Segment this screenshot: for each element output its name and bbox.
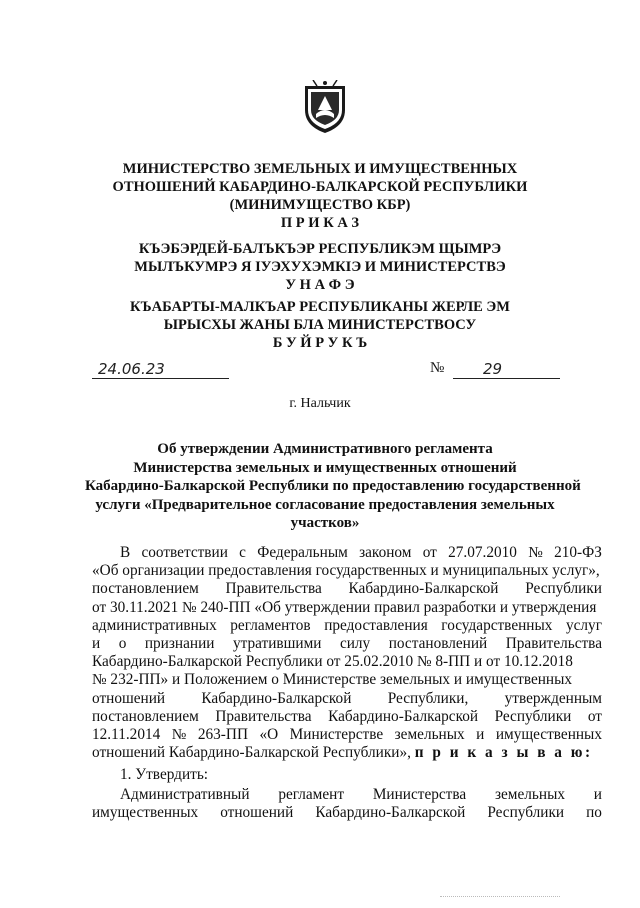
word: регламентов — [230, 616, 311, 634]
preamble-line-last — [92, 744, 602, 762]
word: Кабардино-Балкарской — [315, 804, 466, 822]
word: В — [120, 544, 131, 561]
title-line: Об утверждении Административного регламента — [157, 441, 493, 457]
preamble-line: Кабардино-Балкарской Республики от 25.02.2010 № 8-ПП и от 10.12.2018 — [92, 653, 573, 671]
word: Республики, — [387, 689, 469, 707]
word: о — [118, 635, 127, 653]
preamble-line: «Об организации предоставления государственных и муниципальных услуг», — [92, 562, 600, 580]
preamble-line — [92, 690, 602, 708]
header-kbd-order: У Н А Ф Э — [285, 277, 355, 293]
header-ru-line2: ОТНОШЕНИЙ КАБАРДИНО-БАЛКАРСКОЙ РЕСПУБЛИКИ — [112, 179, 528, 195]
word: земельных — [494, 786, 565, 803]
word: имущественных — [495, 726, 602, 744]
order-date-value: 24.06.23 — [98, 360, 165, 378]
city: г. Нальчик — [289, 396, 351, 411]
word: земельных — [394, 726, 465, 744]
header-kbd — [60, 240, 580, 294]
header-krc-line2: ЫРЫСХЫ ЖАНЫ БЛА МИНИСТЕРСТВОСУ — [163, 317, 477, 333]
word: Министерства — [372, 786, 467, 803]
preamble-text: отношений Кабардино-Балкарской Республики», — [92, 744, 415, 762]
item-1-heading: 1. Утвердить: — [120, 766, 209, 783]
preamble-line: № 232-ПП» и Положением о Министерстве земельных и имущественных — [92, 671, 573, 689]
word: постановлением — [92, 580, 199, 598]
item-1-line — [92, 786, 602, 804]
header-krc — [60, 298, 580, 352]
word: Федеральным — [257, 544, 348, 561]
document-title — [85, 440, 581, 533]
word: Административный — [120, 786, 250, 803]
word: 27.07.2010 — [448, 544, 517, 561]
word: отношений — [220, 804, 294, 822]
word: 210-ФЗ — [554, 544, 602, 561]
word: по — [586, 804, 602, 822]
word: признании — [144, 635, 215, 653]
page-edge-mark — [440, 896, 560, 900]
word: государственных — [441, 616, 553, 634]
title-line: Кабардино-Балкарской Республики по предоставлению государственной — [85, 478, 581, 494]
word: регламент — [278, 786, 345, 803]
word: Правительства — [505, 635, 602, 653]
word: и — [593, 786, 602, 803]
word: имущественных — [92, 804, 199, 822]
word: от — [587, 707, 602, 725]
word: Кабардино-Балкарской — [201, 689, 352, 707]
order-date — [92, 360, 229, 379]
header-ru-line3: (МИНИМУЩЕСТВО КБР) — [229, 197, 411, 213]
word: Правительства — [225, 580, 322, 598]
preamble — [92, 544, 602, 762]
word: № — [171, 726, 187, 744]
preamble-line — [92, 708, 602, 726]
preamble-line — [92, 580, 602, 598]
preamble-line — [92, 544, 602, 562]
word: 263-ПП — [197, 726, 248, 744]
word: предоставления — [324, 616, 428, 634]
title-line: услуги «Предварительное согласование предоставления земельных — [95, 496, 555, 513]
order-number — [453, 360, 560, 379]
order-number-value: 29 — [483, 360, 503, 378]
word: постановлением — [92, 707, 199, 725]
word: Кабардино-Балкарской — [348, 580, 499, 598]
preamble-line — [92, 726, 602, 744]
title-line: Министерства земельных и имущественных отношений — [133, 459, 517, 476]
word: Министерстве — [289, 726, 384, 744]
word: законом — [359, 544, 412, 561]
word: соответствии — [141, 544, 228, 561]
word: Правительства — [215, 707, 312, 725]
kbr-coat-of-arms-icon — [303, 80, 347, 134]
word: и — [92, 635, 101, 653]
word: отношений — [92, 689, 166, 707]
header-ru-line1: МИНИСТЕРСТВО ЗЕМЕЛЬНЫХ И ИМУЩЕСТВЕННЫХ — [122, 161, 518, 177]
word: утвержденным — [504, 689, 602, 707]
item-1-text — [92, 786, 602, 822]
word: силу — [339, 635, 371, 653]
word: Республики — [494, 707, 572, 725]
header-ru-order: П Р И К А З — [280, 215, 360, 231]
word: административных — [92, 616, 217, 634]
preamble-line — [92, 635, 602, 653]
header-kbd-line2: МЫЛЪКУМРЭ Я IУЭХУХЭМКIЭ И МИНИСТЕРСТВЭ — [134, 259, 506, 275]
preamble-line — [92, 617, 602, 635]
number-sign: № — [430, 360, 445, 376]
header-kbd-line1: КЪЭБЭРДЕЙ-БАЛЪКЪЭР РЕСПУБЛИКЭМ ЩЫМРЭ — [138, 241, 502, 257]
title-line: участков» — [290, 515, 360, 531]
word: № — [528, 544, 543, 561]
preamble-line: от 30.11.2021 № 240-ПП «Об утверждении правил разработки и утверждения — [92, 598, 597, 616]
word: Кабардино-Балкарской — [328, 707, 479, 725]
header-ru — [60, 160, 580, 232]
word: постановлений — [388, 635, 488, 653]
order-verb: п р и к а з ы в а ю: — [414, 744, 593, 762]
word: и — [476, 726, 485, 744]
item-1-line — [92, 804, 602, 822]
header-krc-line1: КЪАБАРТЫ-МАЛКЪАР РЕСПУБЛИКАНЫ ЖЕРЛЕ ЭМ — [130, 299, 510, 315]
word: 12.11.2014 — [92, 726, 161, 744]
word: «О — [259, 726, 279, 744]
word: Республики — [487, 804, 565, 822]
word: от — [422, 544, 437, 561]
word: с — [239, 544, 246, 561]
word: услуг — [565, 616, 602, 634]
word: утратившими — [232, 635, 322, 653]
word: Республики — [525, 580, 602, 598]
header-krc-order: Б У Й Р У К Ъ — [272, 335, 368, 351]
